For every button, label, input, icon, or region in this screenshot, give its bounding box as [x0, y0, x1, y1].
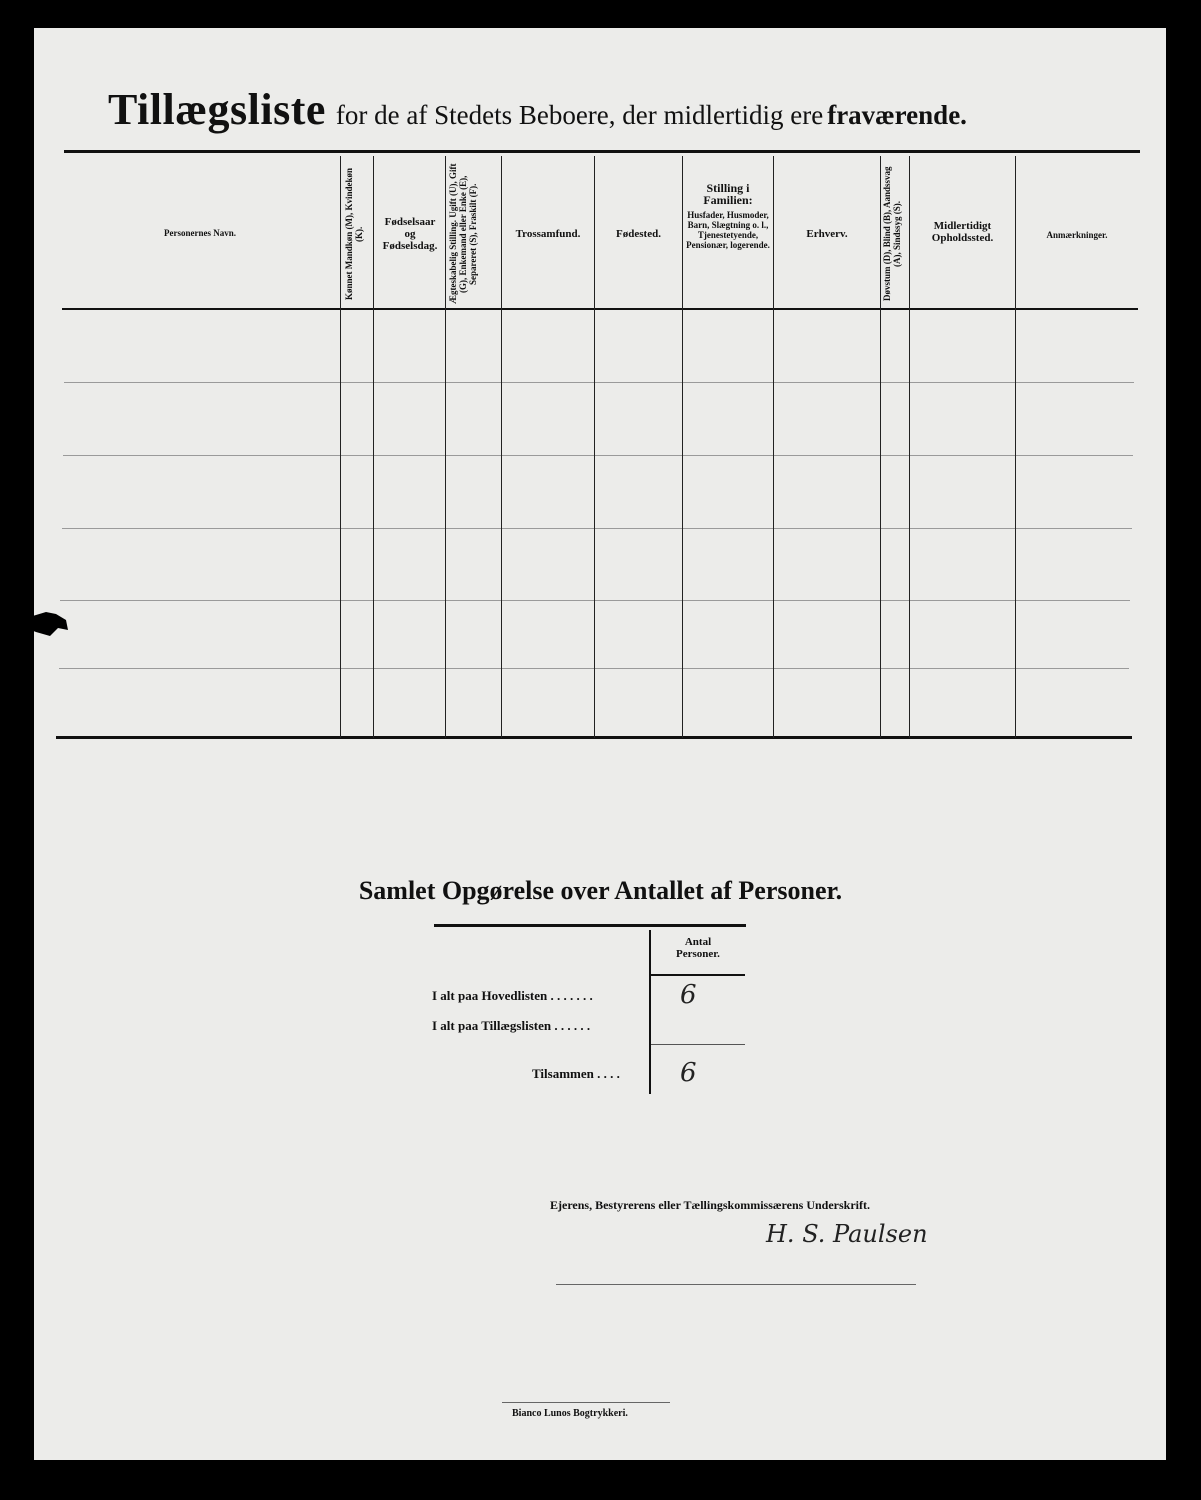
- col-header-birth: [376, 216, 444, 252]
- binder-clip-mark: [26, 606, 72, 642]
- summary-total-value: 6: [680, 1058, 697, 1088]
- col-header-family-line2: Familien:: [703, 193, 753, 207]
- signature: H. S. Paulsen: [766, 1220, 928, 1248]
- summary-row-label: I alt paa Tillægslisten . . . . . .: [432, 1018, 591, 1033]
- summary-total-label: Tilsammen . . . .: [532, 1066, 620, 1081]
- title-emphasis: fraværende.: [827, 100, 967, 130]
- summary-row-value: 6: [680, 980, 697, 1010]
- col-header-family: [684, 182, 772, 250]
- table-row-line: [64, 382, 1134, 383]
- column-divider: [340, 156, 341, 738]
- summary-col-header-line1: Antal: [684, 936, 712, 948]
- table-top-rule: [64, 150, 1140, 153]
- summary-top-rule: [434, 924, 746, 927]
- column-divider: [373, 156, 374, 738]
- column-divider: [880, 156, 881, 738]
- col-header-temp-line2: Opholdssted.: [931, 232, 994, 244]
- title-main: Tillægsliste: [108, 85, 326, 134]
- col-header-birth-line3: Fødselsdag.: [382, 240, 438, 252]
- form-title: [108, 84, 967, 135]
- title-subtitle: for de af Stedets Beboere, der midlertidig ere: [335, 100, 824, 130]
- col-header-occupation: Erhverv.: [806, 228, 848, 240]
- column-divider: [909, 156, 910, 738]
- summary-col-header: [652, 936, 744, 960]
- col-header-remarks: Anmærkninger.: [1046, 230, 1108, 240]
- printer-credit: Bianco Lunos Bogtrykkeri.: [512, 1408, 628, 1419]
- summary-title: Samlet Opgørelse over Antallet af Personer.: [358, 876, 843, 905]
- signature-line: [556, 1284, 916, 1285]
- printer-rule: [502, 1402, 670, 1403]
- signature-caption: Ejerens, Bestyrerens eller Tællingskommissærens Underskrift.: [550, 1198, 870, 1212]
- column-divider: [501, 156, 502, 738]
- column-divider: [594, 156, 595, 738]
- col-header-sex: Kønnet Mandkøn (M), Kvindekøn (K).: [344, 167, 364, 301]
- col-header-temp-line1: Midlertidigt: [933, 220, 992, 232]
- table-row-line: [60, 600, 1130, 601]
- summary-header-rule: [651, 974, 745, 976]
- column-divider: [1015, 156, 1016, 738]
- col-header-birth-line1: Fødselsaar: [384, 216, 436, 228]
- column-divider: [682, 156, 683, 738]
- summary-col-header-line2: Personer.: [676, 948, 720, 960]
- col-header-marital: Ægteskabelig Stilling. Ugift (U), Gift (G), Enkemand eller Enke (E), Separeret (S), Fraskilt (F).: [448, 163, 478, 305]
- col-header-birth-line2: og: [404, 228, 416, 240]
- col-header-temp-residence: [911, 220, 1014, 244]
- col-header-name: Personernes Navn.: [164, 228, 236, 238]
- col-header-family-detail: Husfader, Husmoder, Barn, Slægtning o. l., Tjenestetyende, Pensionær, logerende.: [686, 210, 770, 250]
- summary-column-divider: [649, 930, 651, 1094]
- summary-row-label: I alt paa Hovedlisten . . . . . . .: [432, 988, 593, 1003]
- col-header-disability: Døvstum (D), Blind (B), Aandssvag (A), Sindssyg (S).: [882, 166, 902, 302]
- table-row-line: [62, 528, 1132, 529]
- table-row-line: [63, 455, 1133, 456]
- column-divider: [773, 156, 774, 738]
- table-header-rule: [62, 308, 1138, 310]
- col-header-religion: Trossamfund.: [515, 228, 581, 240]
- col-header-family-line1: Stilling i: [706, 181, 750, 195]
- col-header-birthplace: Fødested.: [616, 228, 661, 240]
- summary-subtotal-rule: [651, 1044, 745, 1045]
- column-divider: [445, 156, 446, 738]
